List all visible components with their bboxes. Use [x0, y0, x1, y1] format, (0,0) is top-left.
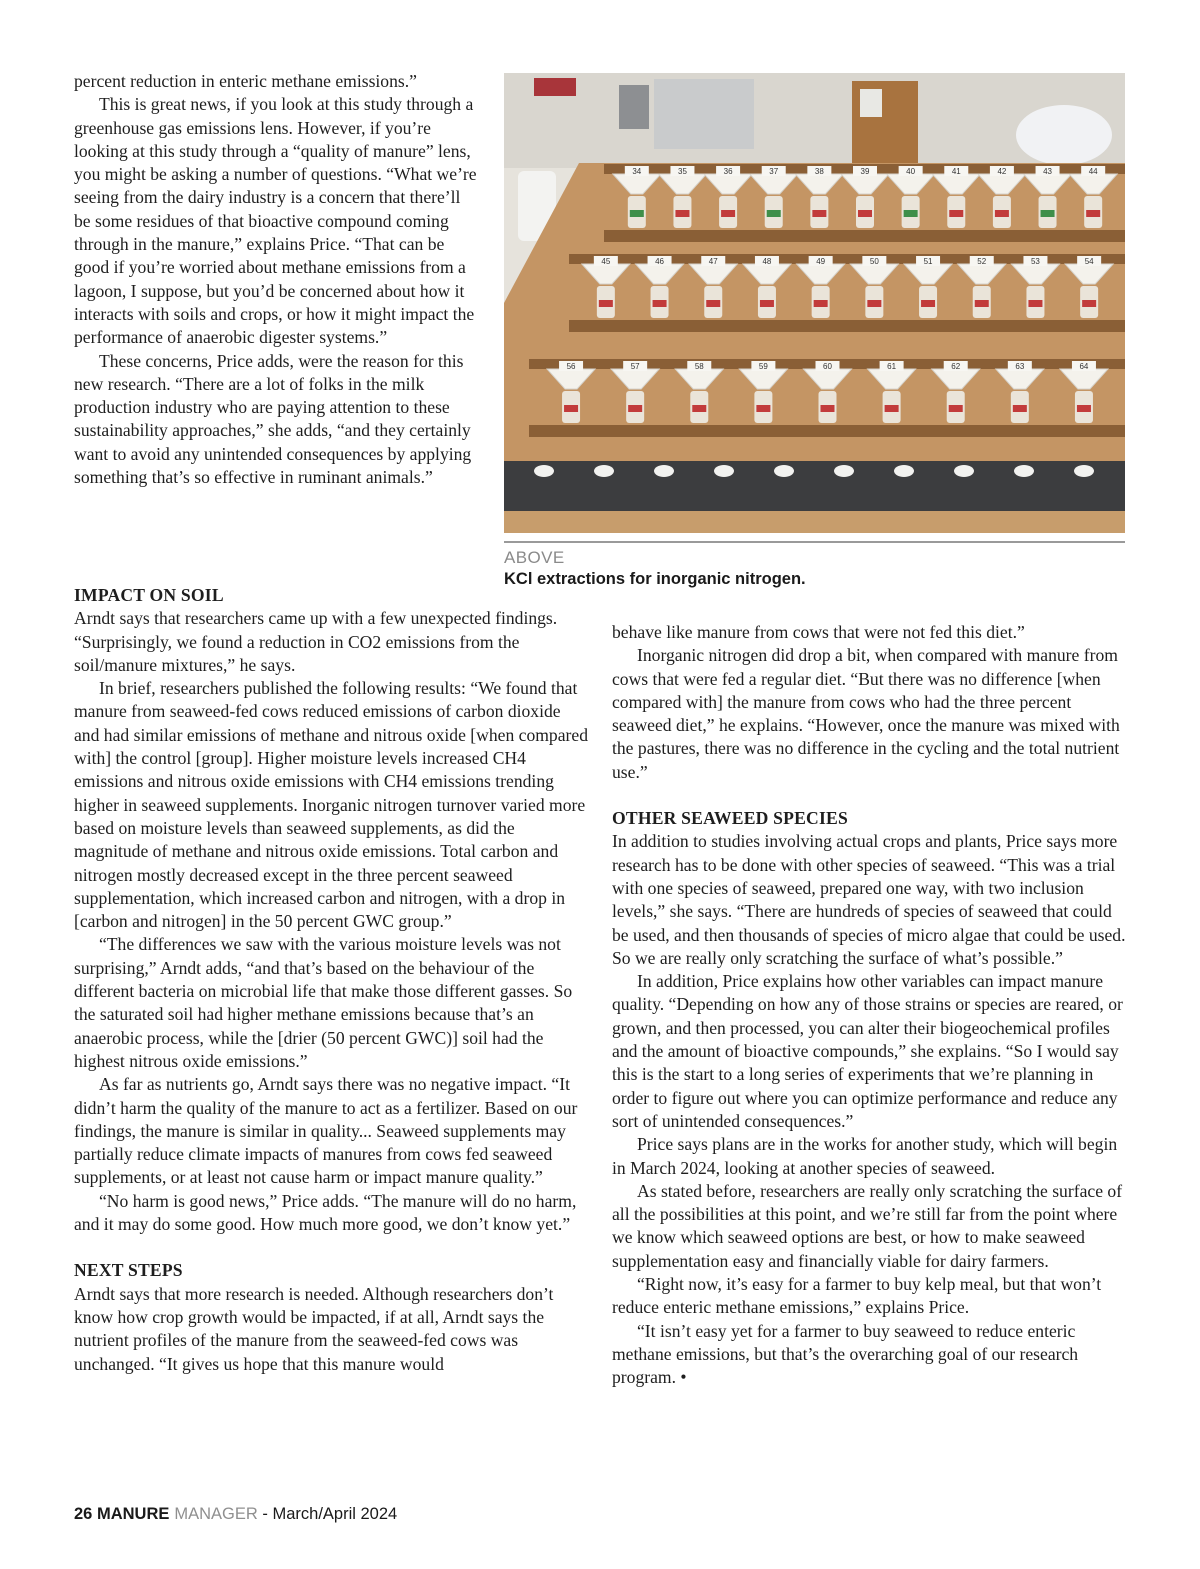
bottle-tag [767, 210, 781, 217]
bottle-tag [812, 210, 826, 217]
bottle-tag [1077, 405, 1091, 412]
shelf-number-label: 45 [601, 257, 611, 266]
bottle-tag [721, 210, 735, 217]
shelf-board [529, 425, 1125, 437]
paragraph: Inorganic nitrogen did drop a bit, when compared with manure from cows that were fed a regular diet. “But there was no difference [when compared with] the manure from cows who had the three percent seaweed diet,” he explains. “However, once the manure was mixed with the pastures, there was no difference in the cycling and the total nutrient use.” [612, 645, 1120, 782]
shelf-number-label: 50 [869, 257, 879, 266]
caption-label: ABOVE [504, 548, 565, 567]
bottle-cap [654, 465, 674, 477]
shelf-number-label: 58 [694, 362, 704, 371]
paragraph: Price says plans are in the works for another study, which will begin in March 2024, looking at another species of seaweed. [612, 1134, 1118, 1178]
page-footer [74, 1505, 397, 1524]
bottle-tag [1013, 405, 1027, 412]
kcl-extraction-shelves-illustration [504, 73, 1125, 533]
shelf-number-label: 48 [762, 257, 772, 266]
bottle-tag [628, 405, 642, 412]
paragraph: Arndt says that researchers came up with a few unexpected findings. “Surprisingly, we found a reduction in CO2 emissions from the soil/manure mixtures,” he says. [74, 608, 558, 675]
shelf-number-label: 46 [655, 257, 665, 266]
bottle-cap [1074, 465, 1094, 477]
paragraph: These concerns, Price adds, were the reason for this new research. “There are a lot of folks in the milk production industry who are paying attention to these sustainability approaches,” she adds, “and they certainly want to avoid any unintended consequences by applying something that’s so effective in ruminant animals.” [74, 350, 472, 488]
magazine-name-light: MANAGER [174, 1505, 258, 1523]
section-heading-impact-on-soil: IMPACT ON SOIL [74, 585, 224, 605]
bottle-tag [564, 405, 578, 412]
paragraph: “Right now, it’s easy for a farmer to buy kelp meal, but that won’t reduce enteric methane emissions,” explains Price. [612, 1274, 1102, 1318]
bottle-tag [995, 210, 1009, 217]
bottle-tag [675, 210, 689, 217]
magazine-name-bold: MANURE [96, 1505, 170, 1523]
bottle-tag [630, 210, 644, 217]
shelf-number-label: 63 [1015, 362, 1025, 371]
section-heading-next-steps: NEXT STEPS [74, 1260, 183, 1281]
bottle-tag [904, 210, 918, 217]
shelf-number-label: 38 [814, 167, 824, 176]
shelf-number-label: 60 [823, 362, 832, 371]
bottle-tag [760, 300, 774, 307]
shelf-number-label: 41 [951, 167, 961, 176]
bottle-cap [534, 465, 554, 477]
paragraph: “No harm is good news,” Price adds. “The manure will do no harm, and it may do some good. How much more good, we don’t know yet.” [74, 1190, 577, 1235]
caption-rule [504, 541, 1125, 543]
bottle-tag [885, 405, 899, 412]
shelf-number-label: 43 [1043, 167, 1052, 176]
shelf-number-label: 56 [566, 362, 576, 371]
shelf-number-label: 57 [630, 362, 640, 371]
lab-photo [504, 73, 1125, 533]
bottle-tag [1028, 300, 1042, 307]
bottle-tag [706, 300, 720, 307]
shelf-number-label: 35 [678, 167, 687, 176]
shelf-number-label: 54 [1084, 257, 1094, 266]
shelf-number-label: 40 [906, 167, 916, 176]
shelf-board [569, 320, 1125, 332]
page-number: 26 [74, 1505, 93, 1523]
bottle-cap [954, 465, 974, 477]
bottle-cap [594, 465, 614, 477]
shelf-number-label: 39 [860, 167, 870, 176]
bottle-tag [949, 405, 963, 412]
paragraph: behave like manure from cows that were not fed this diet.” [612, 622, 1025, 642]
bottle-cap [714, 465, 734, 477]
bottle-tag [821, 405, 835, 412]
shelf-number-label: 47 [708, 257, 718, 266]
issue-date: - March/April 2024 [262, 1505, 398, 1523]
bottle-tag [867, 300, 881, 307]
bottle-tag [975, 300, 989, 307]
bottle-tag [692, 405, 706, 412]
shelf-number-label: 62 [951, 362, 961, 371]
section-heading-other-seaweed-species: OTHER SEAWEED SPECIES [612, 808, 848, 829]
shelf-number-label: 42 [997, 167, 1007, 176]
paragraph: In addition to studies involving actual crops and plants, Price says more research has to be done with other species of seaweed. “This was a trial with one species of seaweed, prepared one way, with two inclusion levels,” she says. “There are hundreds of species of seaweed that could be used, and then thousands of species of micro algae that could be used. So we are really only scratching the surface of what’s possible.” [612, 831, 1126, 968]
bottle-tag [949, 210, 963, 217]
photo-caption: KCl extractions for inorganic nitrogen. [504, 570, 806, 588]
left-column-top [74, 70, 479, 489]
bottle-cap [834, 465, 854, 477]
paragraph: percent reduction in enteric methane emissions.” [74, 71, 417, 91]
bottle-tag [814, 300, 828, 307]
paragraph: In addition, Price explains how other variables can impact manure quality. “Depending on how any of those strains or species are reared, or grown, and then processed, you can alter their biogeochemical profiles and the amount of bioactive compounds,” she explains. “So I would say this is the start to a long series of experiments that we’re planning in order to figure out where you can optimize performance and reduce any sort of unintended consequences.” [612, 971, 1123, 1131]
bottle-cap [894, 465, 914, 477]
bottle-tag [858, 210, 872, 217]
bottle-cap [1014, 465, 1034, 477]
shelf-number-label: 51 [923, 257, 933, 266]
bottle-tag [599, 300, 613, 307]
shelf-number-label: 36 [723, 167, 733, 176]
bottle-tag [921, 300, 935, 307]
paragraph: This is great news, if you look at this study through a greenhouse gas emissions lens. However, if you’re looking at this study through a “quality of manure” lens, you might be asking a number of questions. “What we’re seeing from the dairy industry is a concern that there’ll be some residues of that bioactive compound coming through in the manure,” explains Price. “That can be good if you’re worried about methane emissions from a lagoon, I suppose, but you’d be concerned about how it interacts with soils and crops, or how it might impact the performance of anaerobic digester systems.” [74, 94, 477, 348]
bottle-tag [653, 300, 667, 307]
shelf-number-label: 59 [758, 362, 768, 371]
shelf-number-label: 64 [1079, 362, 1089, 371]
shelf-board [604, 230, 1125, 242]
bottle-tag [1086, 210, 1100, 217]
shelf-number-label: 37 [769, 167, 779, 176]
shelf-number-label: 53 [1030, 257, 1040, 266]
shelf-number-label: 34 [632, 167, 642, 176]
paragraph: As far as nutrients go, Arndt says there was no negative impact. “It didn’t harm the quality of the manure to act as a fertilizer. Based on our findings, the manure is similar in quality... Seaweed supplements may partially reduce climate impacts of manures from cows fed seaweed supplements, or at least not cause harm or impact manure quality.” [74, 1074, 578, 1188]
paragraph: “The differences we saw with the various moisture levels was not surprising,” Arndt adds, “and that’s based on the behaviour of the different bacteria on microbial life that make those different gasses. So the saturated soil had higher methane emissions because that’s an anaerobic process, while the [drier (50 percent GWC)] soil had the highest nitrous oxide emissions.” [74, 934, 573, 1071]
shelf-number-label: 49 [816, 257, 826, 266]
paragraph: Arndt says that more research is needed. Although researchers don’t know how crop growth would be impacted, if at all, Arndt says the nutrient profiles of the manure from the seaweed-fed cows was unchanged. “It gives us hope that this manure would [74, 1283, 554, 1374]
paragraph: As stated before, researchers are really only scratching the surface of all the possibilities at this point, and we’re still far from the point where we know which seaweed options are best, or how to make seaweed supplementation easy and financially viable for dairy farmers. [612, 1180, 1123, 1271]
bottle-cap [774, 465, 794, 477]
paragraph: In brief, researchers published the following results: “We found that manure from seaweed-fed cows reduced emissions of carbon dioxide and had similar emissions of methane and nitrous oxide [when compared with] the control [group]. Higher moisture levels increased CH4 emissions and nitrous oxide emissions with CH4 emissions trending higher in seaweed supplements. Inorganic nitrogen turnover varied more based on moisture levels than seaweed supplements, as did the magnitude of methane and nitrous oxide emissions. Total carbon and nitrogen mostly decreased except in the three percent seaweed supplementation, which increased carbon and nitrogen, with a drop in [carbon and nitrogen] in the 50 percent GWC group.” [74, 678, 588, 932]
bottle-tag [1082, 300, 1096, 307]
shelf-number-label: 44 [1088, 167, 1098, 176]
shelf-number-label: 61 [887, 362, 897, 371]
shelf-number-label: 52 [977, 257, 987, 266]
bottle-tag [1041, 210, 1055, 217]
bottle-tag [756, 405, 770, 412]
paragraph: “It isn’t easy yet for a farmer to buy seaweed to reduce enteric methane emissions, but that’s the overarching goal of our research program. • [612, 1320, 1079, 1388]
left-column-bottom [74, 584, 589, 1376]
right-column [612, 621, 1127, 1390]
